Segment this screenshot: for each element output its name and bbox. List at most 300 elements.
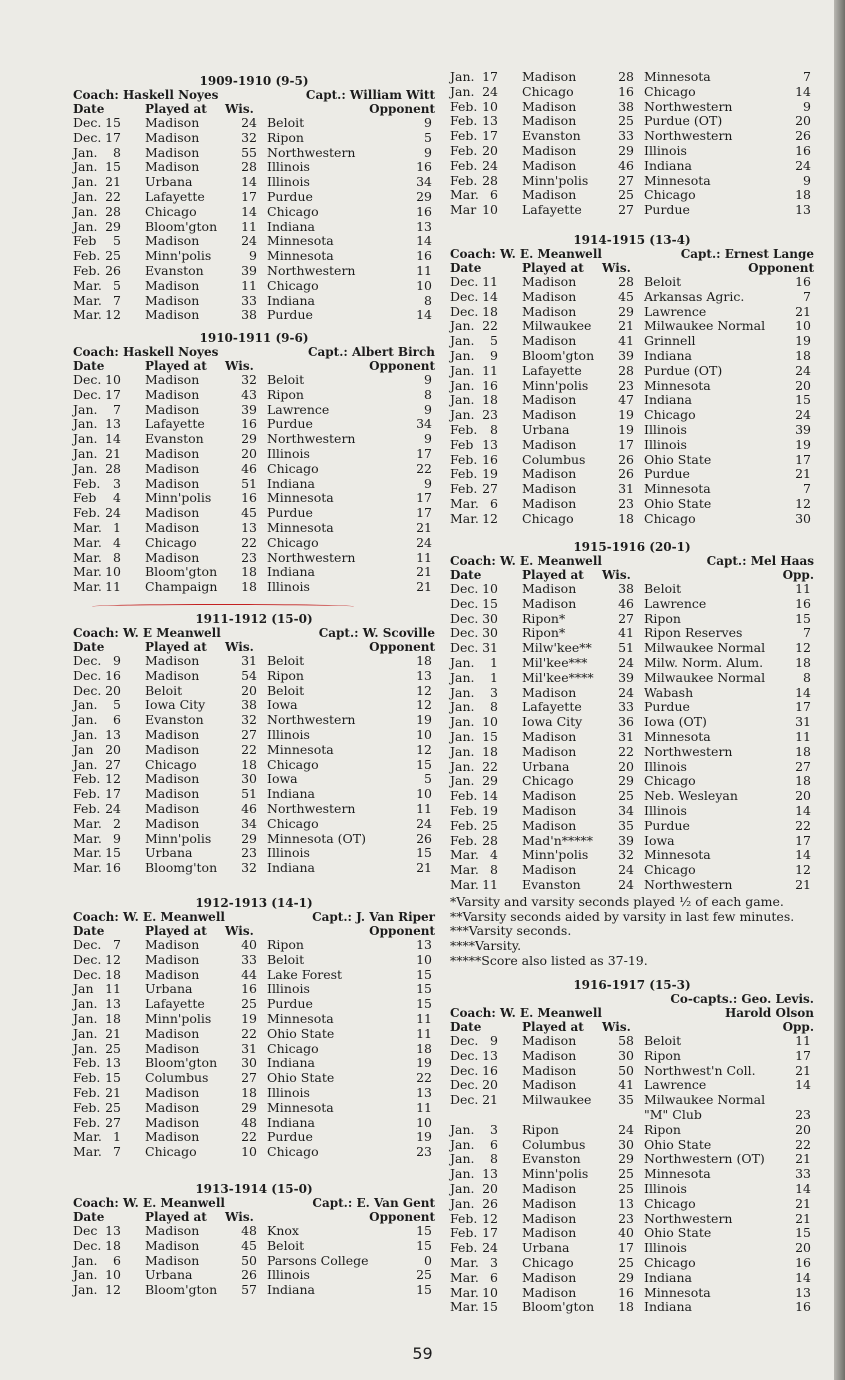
game-wis-score: 41 — [618, 1077, 634, 1093]
game-row — [73, 521, 435, 536]
game-month: Jan. — [450, 728, 475, 744]
game-opp-score: 14 — [795, 802, 811, 818]
game-opponent: Minnesota — [267, 1099, 334, 1115]
game-wis-score: 13 — [241, 519, 257, 535]
game-opponent: Northwestern (OT) — [644, 1151, 765, 1167]
game-day: 10 — [105, 372, 121, 387]
game-played-at: Urbana — [145, 1267, 193, 1283]
game-wis-score: 24 — [618, 1121, 634, 1137]
game-opponent: Ohio State — [644, 1136, 712, 1152]
game-row — [73, 787, 435, 802]
game-opp-score: 9 — [803, 172, 811, 188]
coach: Coach: W. E. Meanwell — [73, 1196, 225, 1210]
game-day: 6 — [490, 1269, 498, 1285]
footnote: ***Varsity seconds. — [450, 923, 572, 939]
game-played-at: Madison — [145, 144, 200, 160]
game-opp-score: 16 — [795, 274, 811, 289]
game-opp-score: 24 — [795, 362, 811, 378]
game-month: Mar. — [73, 307, 102, 323]
col-wis: Wis. — [225, 102, 254, 116]
game-played-at: Chicago — [145, 534, 197, 550]
game-wis-score: 33 — [241, 951, 257, 967]
game-opponent: Minnesota (OT) — [267, 830, 367, 846]
game-row — [73, 373, 435, 388]
game-opponent: Indiana — [644, 157, 692, 173]
game-row — [73, 580, 435, 595]
game-opp-score: 10 — [416, 277, 432, 293]
game-row — [73, 728, 435, 743]
game-month: Jan. — [450, 1151, 475, 1167]
game-opp-score: 21 — [795, 1062, 811, 1078]
game-day: 24 — [482, 1240, 498, 1256]
game-wis-score: 22 — [241, 534, 257, 550]
game-row — [73, 234, 435, 249]
game-played-at: Minn'polis — [145, 830, 212, 846]
game-day: 13 — [482, 436, 498, 452]
game-opp-score: 22 — [416, 1070, 432, 1086]
game-wis-score: 41 — [618, 333, 634, 349]
game-row — [73, 938, 435, 953]
game-played-at: Madison — [145, 386, 200, 402]
game-month: Jan. — [73, 1252, 98, 1268]
game-month: Jan. — [73, 431, 98, 447]
game-opponent: Illinois — [644, 802, 687, 818]
col-opponent: Opponent — [369, 359, 435, 373]
game-month: Feb. — [450, 1210, 478, 1226]
col-date: Date — [450, 568, 482, 582]
game-opponent: Northwestern — [644, 1210, 733, 1226]
game-day: 30 — [482, 625, 498, 641]
page-number: 59 — [412, 1344, 433, 1363]
game-row — [73, 654, 435, 669]
game-month: Feb. — [73, 248, 101, 264]
game-opponent: Illinois — [267, 579, 310, 595]
game-opponent: Illinois — [267, 159, 310, 175]
game-month: Jan. — [450, 362, 475, 378]
game-played-at: Ripon* — [522, 625, 566, 641]
game-row — [450, 1300, 814, 1315]
game-played-at: Madison — [145, 1099, 200, 1115]
game-month: Jan. — [450, 1166, 475, 1182]
game-row — [450, 1078, 814, 1093]
game-day: 5 — [113, 233, 121, 249]
game-opp-score: 21 — [795, 1151, 811, 1167]
game-played-at: Lafayette — [145, 416, 205, 432]
game-day: 5 — [113, 277, 121, 293]
game-row — [73, 846, 435, 861]
game-opponent: Lawrence — [267, 401, 330, 417]
col-opponent: Opponent — [369, 640, 435, 654]
game-played-at: Bloom'gton — [522, 347, 595, 363]
game-played-at: Madison — [145, 460, 200, 476]
game-played-at: Lafayette — [145, 188, 205, 204]
game-wis-score: 26 — [618, 451, 634, 467]
game-played-at: Urbana — [145, 174, 193, 190]
col-opponent: Opp. — [782, 1020, 814, 1034]
game-day: 20 — [105, 741, 121, 757]
game-month: Mar. — [450, 187, 479, 203]
game-month: Feb. — [450, 832, 478, 848]
game-played-at: Bloomg'ton — [145, 860, 218, 876]
game-row — [73, 861, 435, 876]
game-opp-score: 14 — [795, 1180, 811, 1196]
game-opponent: Indiana — [644, 1299, 692, 1315]
game-wis-score: 17 — [618, 436, 634, 452]
game-opp-score: 14 — [795, 684, 811, 700]
game-wis-score: 14 — [241, 203, 257, 219]
game-day: 14 — [482, 288, 498, 304]
game-wis-score: 35 — [618, 1092, 634, 1108]
game-day: 12 — [105, 307, 121, 323]
captain: Capt.: Ernest Lange — [680, 247, 814, 261]
game-day: 13 — [482, 113, 498, 129]
game-wis-score: 25 — [618, 187, 634, 203]
game-opponent: Ohio State — [644, 1225, 712, 1241]
game-day: 16 — [482, 1062, 498, 1078]
game-day: 11 — [482, 274, 498, 289]
game-opp-score: 12 — [795, 640, 811, 656]
game-month: Dec. — [73, 682, 102, 698]
game-played-at: Madison — [522, 595, 577, 611]
game-wis-score: 27 — [241, 726, 257, 742]
game-played-at: Urbana — [145, 845, 193, 861]
game-opp-score: 9 — [424, 401, 432, 417]
game-row — [73, 684, 435, 699]
game-opponent: Chicago — [644, 1195, 696, 1211]
col-date: Date — [73, 1210, 105, 1224]
game-opp-score: 12 — [795, 862, 811, 878]
col-opponent: Opponent — [369, 1210, 435, 1224]
game-row — [73, 1145, 435, 1160]
game-month: Jan. — [450, 1121, 475, 1137]
column-headers — [73, 102, 435, 116]
game-row — [450, 1123, 814, 1138]
game-wis-score: 58 — [618, 1033, 634, 1048]
captain: Capt.: Albert Birch — [307, 345, 435, 359]
game-opp-score: 15 — [416, 1223, 432, 1238]
game-row — [450, 188, 814, 203]
game-month: Feb — [73, 233, 97, 249]
game-month: Mar. — [73, 830, 102, 846]
game-wis-score: 48 — [241, 1114, 257, 1130]
game-opp-score: 12 — [416, 741, 432, 757]
game-wis-score: 33 — [241, 292, 257, 308]
game-month: Jan. — [73, 1040, 98, 1056]
game-opponent: Indiana — [267, 475, 315, 491]
game-month: Feb. — [450, 172, 478, 188]
game-wis-score: 27 — [618, 202, 634, 218]
game-day: 16 — [105, 860, 121, 876]
game-opp-score: 31 — [795, 714, 811, 730]
game-wis-score: 18 — [618, 510, 634, 526]
game-opp-score: 39 — [795, 421, 811, 437]
game-opp-score: 12 — [795, 495, 811, 511]
game-month: Mar. — [450, 876, 479, 892]
game-played-at: Madison — [145, 307, 200, 323]
game-wis-score: 24 — [241, 233, 257, 249]
game-month: Dec. — [73, 966, 102, 982]
game-played-at: Madison — [522, 788, 577, 804]
game-played-at: Evanston — [522, 1151, 581, 1167]
game-opponent: Beloit — [267, 372, 305, 387]
game-opp-score: 0 — [424, 1252, 432, 1268]
game-opp-score: 20 — [795, 1240, 811, 1256]
season-title: 1909-1910 (9-5) — [199, 74, 309, 88]
game-opponent: Ripon — [267, 129, 304, 145]
game-month: Jan. — [73, 218, 98, 234]
game-played-at: Madison — [522, 69, 577, 84]
game-month: Mar — [450, 202, 477, 218]
coach-line — [73, 88, 435, 102]
game-row — [73, 131, 435, 146]
game-played-at: Madison — [145, 401, 200, 417]
game-played-at: Milw'kee** — [522, 640, 592, 656]
game-month: Jan. — [450, 392, 475, 408]
game-opp-score: 12 — [416, 682, 432, 698]
game-day: 6 — [490, 495, 498, 511]
game-opponent: Parsons College — [267, 1252, 369, 1268]
game-played-at: Milwaukee — [522, 318, 592, 334]
game-month: Mar. — [73, 845, 102, 861]
game-month: Jan. — [73, 1025, 98, 1041]
game-day: 5 — [490, 333, 498, 349]
game-day: 17 — [482, 69, 498, 84]
game-opponent: Minnesota — [644, 69, 711, 84]
col-wis: Wis. — [602, 568, 631, 582]
game-opp-score: 11 — [795, 581, 811, 596]
game-played-at: Madison — [522, 274, 577, 289]
season-block — [73, 331, 435, 595]
game-month: Feb. — [450, 1240, 478, 1256]
game-opponent: Lawrence — [644, 303, 707, 319]
game-opponent: Purdue — [267, 1129, 313, 1145]
game-row — [450, 379, 814, 394]
game-wis-score: 25 — [618, 1180, 634, 1196]
game-opp-score: 18 — [795, 773, 811, 789]
game-opponent: Milwaukee Normal — [644, 318, 766, 334]
game-row — [73, 1012, 435, 1027]
game-played-at: Madison — [522, 392, 577, 408]
game-opponent: Indiana — [267, 564, 315, 580]
game-wis-score: 51 — [241, 786, 257, 802]
game-day: 20 — [482, 1180, 498, 1196]
game-month: Feb. — [73, 262, 101, 278]
game-day: 10 — [482, 714, 498, 730]
game-opponent: Ripon — [267, 386, 304, 402]
captain: Capt.: William Witt — [305, 88, 435, 102]
game-month: Mar. — [73, 277, 102, 293]
game-row — [73, 249, 435, 264]
game-opp-score: 33 — [795, 1166, 811, 1182]
footnotes — [450, 895, 814, 969]
game-opp-score: 22 — [795, 817, 811, 833]
game-day: 13 — [105, 726, 121, 742]
column-headers — [450, 568, 814, 582]
game-opponent: Chicago — [267, 277, 319, 293]
game-day: 6 — [113, 712, 121, 728]
game-wis-score: 55 — [241, 144, 257, 160]
game-played-at: Madison — [145, 233, 200, 249]
footnote: *Varsity and varsity seconds played ½ of each game. — [450, 893, 784, 909]
game-opponent: Illinois — [267, 726, 310, 742]
game-opp-score: 14 — [416, 233, 432, 249]
game-played-at: Evanston — [145, 431, 204, 447]
game-opponent: Minnesota — [644, 728, 711, 744]
game-wis-score: 29 — [618, 1269, 634, 1285]
game-played-at: Evanston — [145, 262, 204, 278]
game-row — [73, 1283, 435, 1298]
game-day: 12 — [105, 951, 121, 967]
game-wis-score: 29 — [618, 773, 634, 789]
game-opponent: Minnesota — [644, 847, 711, 863]
game-opp-score: 20 — [795, 1121, 811, 1137]
game-wis-score: 29 — [618, 303, 634, 319]
game-opp-score: 22 — [416, 460, 432, 476]
game-played-at: Mil'kee**** — [522, 669, 594, 685]
game-month: Dec. — [450, 640, 479, 656]
game-day: 27 — [482, 481, 498, 497]
game-opponent: Illinois — [267, 1267, 310, 1283]
game-day: 13 — [105, 1223, 121, 1238]
game-day: 21 — [105, 445, 121, 461]
game-row — [450, 1034, 814, 1049]
game-wis-score: 23 — [241, 845, 257, 861]
game-day: 8 — [490, 1151, 498, 1167]
game-day: 25 — [482, 817, 498, 833]
game-opponent: Northwestern — [267, 549, 356, 565]
game-day: 7 — [113, 937, 121, 952]
game-row — [73, 1116, 435, 1131]
game-played-at: Madison — [145, 951, 200, 967]
game-opp-score: 11 — [416, 262, 432, 278]
game-wis-score: 48 — [241, 1223, 257, 1238]
game-wis-score: 25 — [618, 1254, 634, 1270]
game-opp-score: 8 — [424, 292, 432, 308]
game-opp-score: 13 — [416, 218, 432, 234]
game-opp-score: 14 — [795, 83, 811, 99]
game-month: Jan. — [450, 1180, 475, 1196]
game-played-at: Madison — [145, 277, 200, 293]
game-opp-score: 34 — [416, 416, 432, 432]
game-row — [450, 730, 814, 745]
game-month: Feb. — [73, 800, 101, 816]
game-opp-score: 15 — [416, 845, 432, 861]
game-opponent: Milwaukee Normal — [644, 1092, 766, 1108]
game-day: 9 — [490, 347, 498, 363]
game-day: 14 — [482, 788, 498, 804]
game-row — [450, 878, 814, 893]
col-played-at: Played at — [145, 640, 207, 654]
col-date: Date — [450, 261, 482, 275]
col-opponent: Opp. — [782, 568, 814, 582]
game-wis-score: 38 — [241, 307, 257, 323]
game-row — [73, 758, 435, 773]
game-opponent: Indiana — [267, 860, 315, 876]
game-played-at: Chicago — [522, 1254, 574, 1270]
game-opponent: Northwestern — [267, 144, 356, 160]
game-played-at: Madison — [145, 1252, 200, 1268]
game-row — [73, 506, 435, 521]
game-row — [450, 804, 814, 819]
game-opp-score: 16 — [416, 203, 432, 219]
game-row — [450, 482, 814, 497]
game-row — [450, 715, 814, 730]
col-played-at: Played at — [145, 1210, 207, 1224]
game-opponent: Illinois — [644, 436, 687, 452]
game-day: 3 — [490, 1254, 498, 1270]
game-day: 30 — [482, 610, 498, 626]
game-wis-score: 39 — [618, 669, 634, 685]
game-opp-score: 15 — [416, 756, 432, 772]
game-opp-score: 25 — [416, 1267, 432, 1283]
game-opponent: Illinois — [644, 421, 687, 437]
game-row — [450, 700, 814, 715]
game-row — [73, 1239, 435, 1254]
game-month: Jan. — [73, 726, 98, 742]
game-played-at: Urbana — [522, 421, 570, 437]
game-played-at: Madison — [145, 115, 200, 130]
game-day: 18 — [482, 303, 498, 319]
col-date: Date — [73, 640, 105, 654]
game-month: Mar. — [450, 1254, 479, 1270]
game-row — [73, 1071, 435, 1086]
game-played-at: Madison — [145, 786, 200, 802]
game-opp-score: 13 — [795, 1284, 811, 1300]
game-opponent: Purdue — [267, 307, 313, 323]
game-day: 21 — [105, 1025, 121, 1041]
game-day: 11 — [105, 981, 121, 997]
game-row — [73, 832, 435, 847]
game-month: Mar. — [73, 579, 102, 595]
game-row — [450, 114, 814, 129]
game-played-at: Madison — [522, 303, 577, 319]
coach: Coach: W. E. Meanwell — [450, 1006, 602, 1020]
game-opp-score: 13 — [416, 937, 432, 952]
game-opp-score: 21 — [416, 519, 432, 535]
game-wis-score: 57 — [241, 1282, 257, 1298]
game-row — [73, 417, 435, 432]
game-played-at: Lafayette — [522, 699, 582, 715]
coach: Coach: W. E Meanwell — [73, 626, 221, 640]
game-opponent: Indiana — [267, 786, 315, 802]
coach-line — [450, 554, 814, 568]
game-opp-score: 20 — [795, 113, 811, 129]
game-wis-score: 31 — [241, 1040, 257, 1056]
game-opponent: Chicago — [267, 1144, 319, 1160]
game-day: 11 — [105, 579, 121, 595]
game-opponent: Chicago — [644, 187, 696, 203]
game-day: 13 — [105, 1055, 121, 1071]
game-day: 25 — [105, 248, 121, 264]
game-opp-score: 16 — [795, 595, 811, 611]
game-row — [450, 467, 814, 482]
game-month: Jan. — [450, 407, 475, 423]
game-opponent: Chicago — [267, 203, 319, 219]
game-opp-score: 13 — [416, 667, 432, 683]
game-month: Feb. — [73, 1055, 101, 1071]
game-wis-score: 40 — [618, 1225, 634, 1241]
game-wis-score: 24 — [618, 654, 634, 670]
game-day: 25 — [105, 1099, 121, 1115]
game-opp-score: 8 — [803, 669, 811, 685]
game-opp-score: 9 — [424, 431, 432, 447]
game-played-at: Madison — [522, 187, 577, 203]
game-opponent: Chicago — [644, 1254, 696, 1270]
game-played-at: Madison — [145, 1114, 200, 1130]
col-wis: Wis. — [225, 359, 254, 373]
game-month: Jan. — [73, 460, 98, 476]
game-opponent: Purdue — [644, 699, 690, 715]
